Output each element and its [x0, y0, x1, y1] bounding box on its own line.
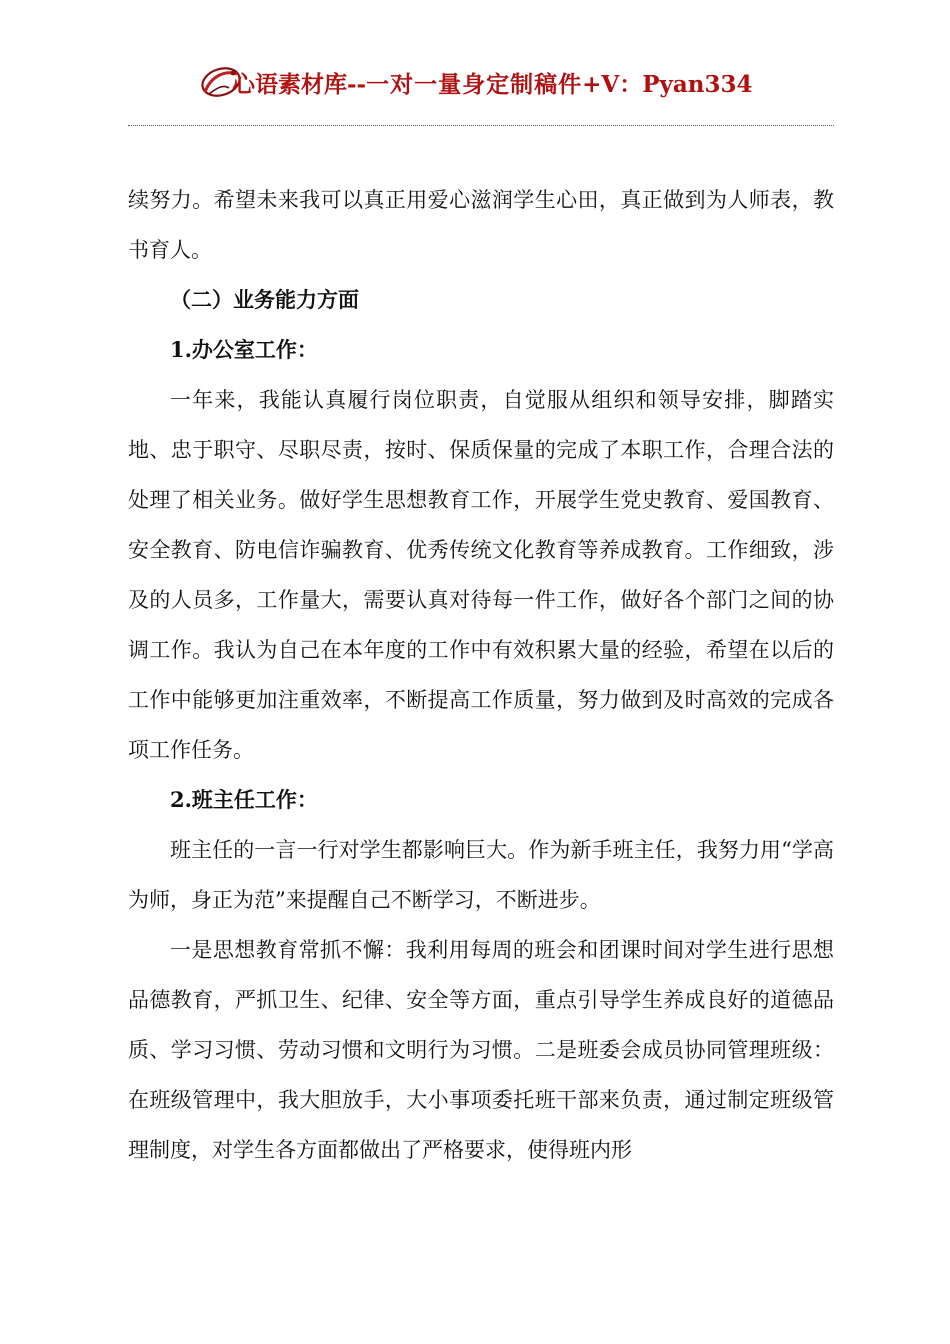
- paragraph-continuation: 续努力。希望未来我可以真正用爱心滋润学生心田，真正做到为人师表，教书育人。: [128, 188, 834, 262]
- subsection-heading-class-teacher: 2.班主任工作：: [170, 787, 318, 812]
- subsection-heading-office: 1.办公室工作：: [170, 337, 318, 362]
- paragraph-class-teacher-intro: 班主任的一言一行对学生都影响巨大。作为新手班主任，我努力用“学高为师，身正为范”来提醒自己不断学习，不断进步。: [128, 838, 834, 912]
- header-contact: +V：Pyan334: [582, 71, 753, 98]
- header-slogan: 一对一量身定制稿件: [366, 71, 583, 98]
- page-header: [0, 58, 950, 106]
- paragraph-class-teacher-details: 一是思想教育常抓不懈：我利用每周的班会和团课时间对学生进行思想品德教育，严抓卫生、纪律、安全等方面，重点引导学生养成良好的道德品质、学习习惯、劳动习惯和文明行为习惯。二是班委会成员协同管理班级：在班级管理中，我大胆放手，大小事项委托班干部来负责，通过制定班级管理制度，对学生各方面都做出了严格要求，使得班内形: [128, 938, 834, 1162]
- section-heading: （二）业务能力方面: [170, 287, 359, 312]
- header-title: [232, 66, 753, 99]
- paragraph-office-work: 一年来，我能认真履行岗位职责，自觉服从组织和领导安排，脚踏实地、忠于职守、尽职尽责，按时、保质保量的完成了本职工作，合理合法的处理了相关业务。做好学生思想教育工作，开展学生党史教育、爱国教育、安全教育、防电信诈骗教育、优秀传统文化教育等养成教育。工作细致，涉及的人员多，工作量大，需要认真对待每一件工作，做好各个部门之间的协调工作。我认为自己在本年度的工作中有效积累大量的经验，希望在以后的工作中能够更加注重效率，不断提高工作质量，努力做到及时高效的完成各项工作任务。: [128, 388, 834, 762]
- header-separator: --: [347, 71, 367, 98]
- document-body: [128, 175, 834, 1175]
- header-brand: 心语素材库: [232, 71, 347, 98]
- header-divider: [128, 125, 834, 126]
